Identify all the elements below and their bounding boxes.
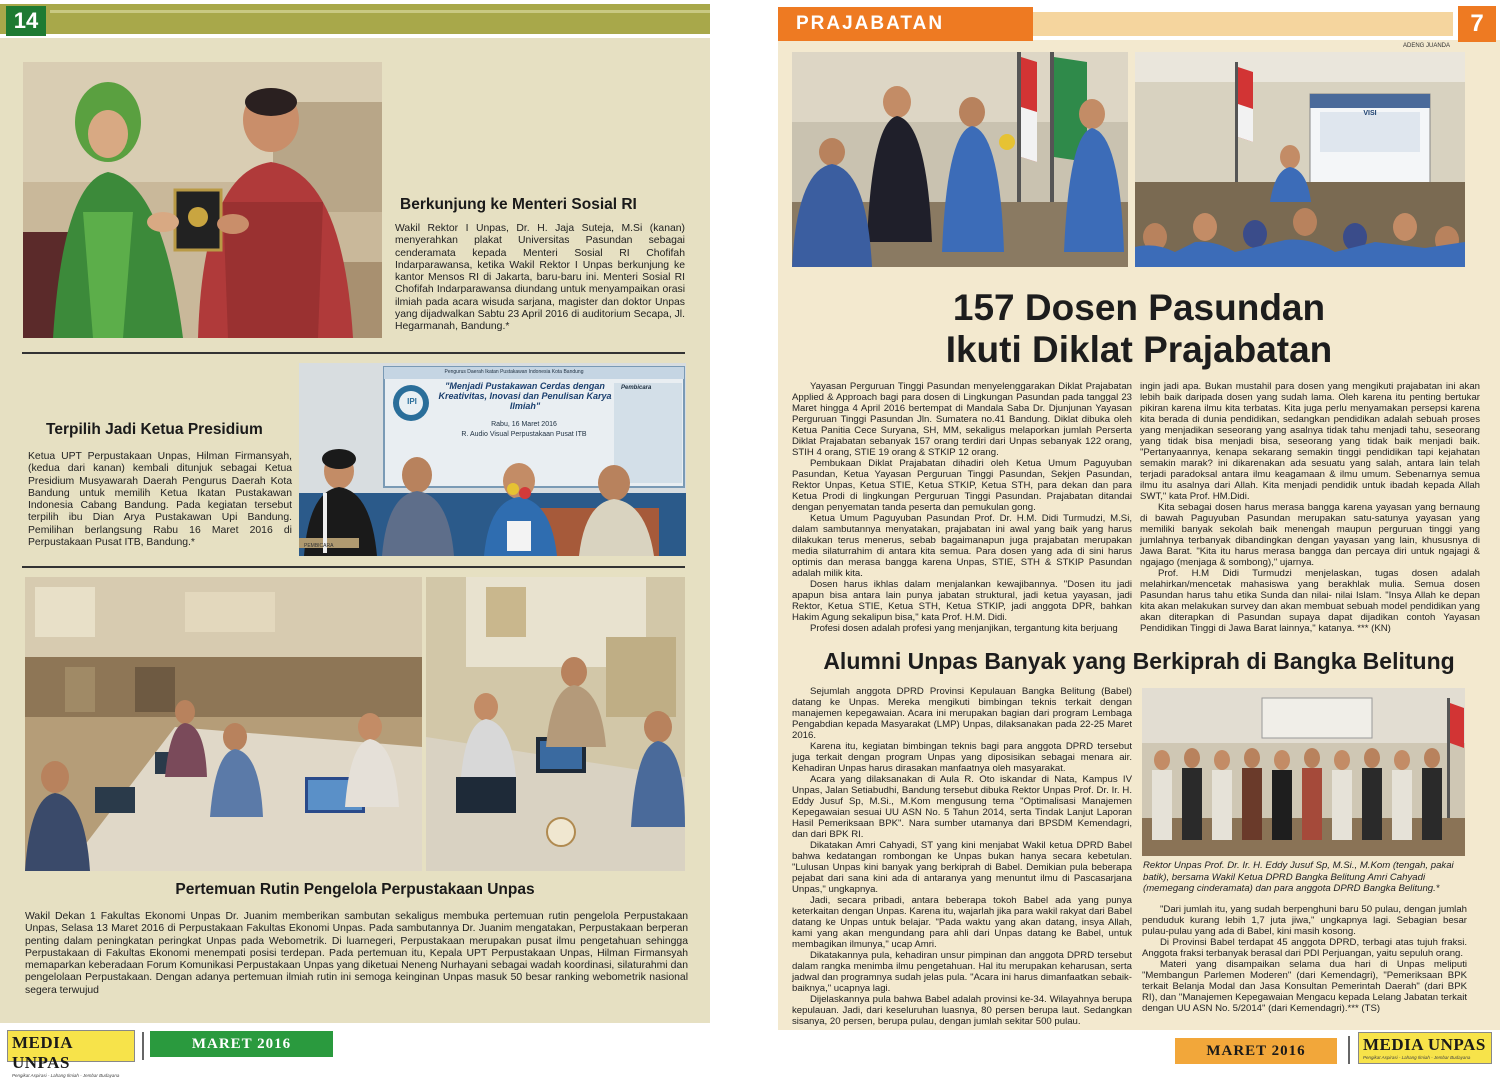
article1-col1-p2: Pembukaan Diklat Prajabatan dihadiri oleh Ketua Umum Paguyuban Pasundan, Ketua Yayasan Perguruan Tinggi Pasundan, Sekjen Pasundan, Rektor Unpas, Ketua STIE, Ketua STKIP, Ketua STH, para dekan dan para Ketua Prodi di lingkungan Perguruan Tinggi Pasundan. Prajabatan ditandai dengan penyematan tanda peserta dan pemukulan gong. [792, 458, 1132, 513]
right-footer-date: MARET 2016 [1175, 1038, 1337, 1064]
story3-body: Wakil Dekan 1 Fakultas Ekonomi Unpas Dr. Juanim memberikan sambutan sekaligus membuka pertemuan rutin pengelola Perpustakaan Unpas, Selasa 13 Maret 2016 di Perpustakaan Fakultas Ekonomi Unpas. Pada sambutannya Dr. Juanim mengatakan, Perpustakaan berperan penting dalam peningkatan peringkat Unpas pada Webometrik. Di luarnegeri, Perpustakaan merupakan pusat ilmu pengetahuan sehingga Perpustakaan di Fakultas Ekonomi menempati posisi terdepan. Pada pertemuan itu, Kepala UPT Perpustakaan Unpas, Hilman Firmansyah memaparkan keberadaan Forum Komunikasi Perpustakaan Unpas yang diketuai Neneng Nurhayani sebagai wadah koordinasi, silaturahmi dan pengelolaan Perpustakaan. Dengan adanya pertemuan ilmiah rutin ini semoga keinginan Unpas masuk 50 besar ranking webometrik nasional segera terwujud [25, 911, 688, 996]
article2-col1-p1: Sejumlah anggota DPRD Provinsi Kepulauan Bangka Belitung (Babel) datang ke Unpas. Mereka mengikuti bimbingan teknis terkait dengan manajemen kepegawaian. Acara ini merupakan bagian dari program Lembaga Pengabdian kepada Masyarakat (LMP) Unpas, dilaksanakan pada 22-25 Maret 2016. [792, 686, 1132, 741]
left-footer-logo [7, 1030, 135, 1078]
banner-side-label: Pembicara [621, 385, 652, 391]
photo-dprd-babel [1142, 688, 1465, 856]
right-logo-text: MEDIA UNPAS [1363, 1035, 1486, 1054]
article2-col1-p4: Dikatakan Amri Cahyadi, ST yang kini menjabat Wakil ketua DPRD Babel bahwa kedatangan rombongan ke Unpas bukan hanya secara kebetulan. "Lulusan Unpas kini banyak yang berkiprah di Babel. Demikian pula beberapa pejabat dari sana kini ada di antaranya yang menuntut ilmu di Pascasarjana Unpas," ungkapnya. [792, 840, 1132, 895]
left-footer-separator [142, 1032, 144, 1060]
article2-col2 [1142, 904, 1467, 1014]
section-label: PRAJABATAN [778, 7, 1033, 41]
article2-col1 [792, 686, 1132, 1027]
article1-title-line1: 157 Dosen Pasundan [952, 287, 1326, 328]
right-logo-tagline: Pengikat Aspirasi - Lahang Ilmiah - Jembar Budayana [1363, 1055, 1471, 1060]
article1-col1-p4: Dosen harus ikhlas dalam menjalankan kewajibannya. "Dosen itu jadi apapun bisa antara lain punya jabatan struktural, jadi ketua yayasan, jadi Rektor, Ketua STIE, Ketua STH, Ketua STKIP, jadi anggota DPR, bahkan Hakim Agung sekalipun bisa," kata Prof. H.M. Didi. [792, 579, 1132, 623]
article1-col2 [1140, 381, 1480, 634]
story3-title: Pertemuan Rutin Pengelola Perpustakaan Unpas [175, 881, 535, 898]
photo-prajabatan-presentation [1135, 52, 1465, 267]
article2-col1-p6: Dikatakannya pula, kehadiran unsur pimpinan dan anggota DPRD tersebut dalam rangka menimba ilmu pengetahuan. Hal itu merupakan keharusan, serta jadwal dan programnya sudah jelas pula. "Acara ini harus dimanfaatkan sebaik-baiknya," ucapnya lagi. [792, 950, 1132, 994]
article2-col2-p2: Di Provinsi Babel terdapat 45 anggota DPRD, terbagi atas tujuh fraksi. Anggota fraksi terbanyak berasal dari PDI Perjuangan, yaitu sepuluh orang. [1142, 937, 1467, 959]
left-footer-date: MARET 2016 [150, 1031, 333, 1057]
right-footer-separator [1348, 1036, 1350, 1064]
divider-2 [22, 566, 685, 568]
photo-prajabatan-ceremony [792, 52, 1128, 267]
section-bar [1033, 12, 1453, 36]
article2-col1-p3: Acara yang dilaksanakan di Aula R. Oto iskandar di Nata, Kampus IV Unpas, Jalan Setiabudhi, Bandung tersebut dibuka Rektor Unpas Prof. Dr. Ir. H. Eddy Jusuf Sp, M.Si., M.Kom mengusung tema "Optimalisasi Manajemen Kepegawaian sesuai UU ASN No. 5 Tahun 2014, serta Tindak Lanjut Laporan Hasil Pemeriksaan BPK". Nara sumber utamanya dari BPSDM Kemendagri, dan dari BPK RI. [792, 774, 1132, 840]
article1-col1-p1: Yayasan Perguruan Tinggi Pasundan menyelenggarakan Diklat Prajabatan Applied & Approach bagi para dosen di Lingkungan Pasundan pada tanggal 23 Maret hingga 4 April 2016 bertempat di Mandala Saba Dr. Djunjunan Yayasan Perguruan Tinggi Pasundan Jln. Sumatera no.41 Bandung. Diklat dibuka oleh Ketua Panitia Cece Suryana, SH, MM, sekaligus melaporkan jumlah Perserta Diklat Prajabatan sebanyak 157 orang terdiri dari Unpas sebanyak 122 orang, STIH 4 orang, STIE 19 orang & STKIP 12 orang. [792, 381, 1132, 458]
article1-title-line2: Ikuti Diklat Prajabatan [945, 329, 1333, 370]
story1-title: Berkunjung ke Menteri Sosial RI [400, 196, 637, 213]
article2-col1-p2: Karena itu, kegiatan bimbingan teknis bagi para anggota DPRD tersebut juga terkait dengan program Unpas yang diposisikan sebagai menara air. Kehadiran Unpas harus dirasakan manfaatnya oleh masyarakat. [792, 741, 1132, 774]
ipi-logo-text: IPI [407, 397, 417, 406]
banner-place: R. Audio Visual Perpustakaan Pusat ITB [461, 431, 587, 438]
slide-title: VISI [1363, 110, 1377, 117]
left-header-stripe [50, 10, 710, 13]
left-page-number: 14 [6, 6, 46, 36]
right-footer-logo [1358, 1032, 1492, 1064]
article1-col2-p3: Prof. H.M Didi Turmudzi menjelaskan, tugas dosen adalah melahirkan/mencetak mahasiswa yang berakhlak mulia. Semua dosen Pasundan harus tahu etika Sunda dan nilai- nilai Islam. "Insya Allah ke depan kita akan melakukan survey dan akan membuat sebuah model pendidikan yang akan diterapkan di Pasundan supaya dapat dijadikan contoh Yayasan Pendidikan Tinggi di Jawa Barat lainnya," katanya. *** (KN) [1140, 568, 1480, 634]
article1-col1-p5: Profesi dosen adalah profesi yang menjanjikan, tergantung kita berjuang [810, 623, 1118, 634]
banner-title: "Menjadi Pustakawan Cerdas dengan Kreativitas, Inovasi dan Penulisan Karya Ilmiah" [438, 381, 612, 411]
banner-date: Rabu, 16 Maret 2016 [491, 421, 557, 428]
article2-title: Alumni Unpas Banyak yang Berkiprah di Bangka Belitung [823, 648, 1455, 674]
article2-photo-caption: Rektor Unpas Prof. Dr. Ir. H. Eddy Jusuf Sp, M.Si., M.Kom (tengah, pakai batik), bersama Wakil Ketua DPRD Bangka Belitung Amri Cahyadi (memegang cinderamata) dan para anggota DPRD Bangka Belitung.* [1143, 860, 1454, 894]
left-logo-tagline: Pengikat Aspirasi - Lahang Ilmiah - Jembar Budayana [12, 1073, 120, 1078]
article1-col2-p2: Kita sebagai dosen harus merasa bangga karena yayasan yang bernaung di bawah Paguyuban Pasundan merupakan satu-satunya yayasan yang memiliki banyak sekolah baik menengah maupun perguruan tinggi yang jumlahnya terbanyak dibandingkan dengan yayasan yang lain, khususnya di Jawa Barat. "Kita itu harus merasa bangga dan percaya diri untuk ngajagi & ngajago (menjaga & sombong)," ujarnya. [1140, 502, 1480, 568]
left-header-bar [0, 4, 710, 34]
photo-library-meeting-1 [25, 577, 422, 871]
story2-title: Terpilih Jadi Ketua Presidium [46, 421, 263, 438]
article2-col1-p5: Jadi, secara pribadi, antara beberapa tokoh Babel ada yang punya keterkaitan dengan Unpas. Karena itu, wajarlah jika para wakil rakyat dari Babel datang ke Unpas untuk belajar. "Pada waktu yang akan datang, insya Allah, kami yang akan mengundang para ahli dari Unpas datang ke Babel, untuk membagikan ilmunya," ucap Amri. [792, 895, 1132, 950]
article2-col1-p7: Dijelaskannya pula bahwa Babel adalah provinsi ke-34. Wilayahnya berupa kepulauan. Jadi, dari keseluruhan luasnya, 80 persen berupa laut. Sedangkan sisanya, 20 persen, berupa pulau, dengan jumlah sekitar 500 pulau. [792, 994, 1132, 1027]
divider-1 [22, 352, 685, 354]
photo-menteri-sosial [23, 62, 382, 338]
left-page [0, 0, 712, 1078]
photo-credit: ADENG JUANDA [1403, 43, 1451, 49]
article1-col2-p1: ingin jadi apa. Bukan mustahil para dosen yang mengikuti prajabatan ini akan lebih baik daripada dosen yang sudah lama. Oleh karena itu penting bertukar pikiran karena ilmu kita terbatas. Kita juga perlu menyamakan persepsi karena kita berada di dunia pendidikan, sedangkan pendidikan adalah sebuah proses yang menjadikan seseorang yang asalnya tidak tahu menjadi tahu, seseorang yang tidak bisa menjadi bisa, seseorang yang tidak baik menjadi baik. "Pertanyaannya, kenapa sekarang semakin tinggi pendidikan tapi kejahatan semakin marak? ini dikarenakan ada sesuatu yang salah, antara lain telah terjadi paradoksal antara ilmu keagamaan & ilmu umum. Sebenarnya semua ilmu itu asalnya dari Allah. Kita menjadi pendidik untuk ibadah kepada Allah SWT," kata Prof. HM.Didi. [1140, 381, 1480, 502]
article1-col1-p3: Ketua Umum Paguyuban Pasundan Prof. Dr. H.M. Didi Turmudzi, M.Si, dalam sambutannya menyatakan, prajabatan ini awal yang baik yang harus dilakukan terus menerus, sebab bagaimanapun juga prajabatan merupakan media silaturrahim di antara kita semua. Para dosen yang ada di sini harus optimis dan merasa bangga karena Unpas, STIE, STH & STKIP Pasundan adalah milik kita. [792, 513, 1132, 579]
article2-col2-p1: "Dari jumlah itu, yang sudah berpenghuni baru 50 pulau, dengan jumlah penduduk kurang lebih 1,7 juta jiwa," ungkapnya lagi. Sebagian besar pulau-pulau yang ada di Babel, kini masih kosong. [1142, 904, 1467, 937]
story1-body: Wakil Rektor I Unpas, Dr. H. Jaja Suteja, M.Si (kanan) menyerahkan plakat Universitas Pasundan sebagai cenderamata kepada Menteri Sosial RI Chofifah Indarparawansa, ketika Wakil Rektor I Unpas berkunjung ke kantor Mensos RI di Jakarta, baru-baru ini. Menteri Sosial RI Chofifah Indarparawansa diundang untuk menyampaikan orasi ilmiah pada acara wisuda sarjana, magister dan doktor Unpas yang dijadwalkan Sabtu 23 April 2016 di auditorium Secapa, Jl. Hegarmanah, Bandung.* [395, 223, 685, 333]
photo-library-meeting-2 [426, 577, 685, 871]
story2-body: Ketua UPT Perpustakaan Unpas, Hilman Firmansyah, (kedua dari kanan) kembali ditunjuk sebagai Ketua Presidium Musyawarah Daerah Pengurus Daerah Kota Bandung untuk memilih Ketua Ikatan Pustakawan Indonesia Cabang Bandung. Pada kegiatan tersebut terpilih ibu Dian Arya Pustakawan Upi Bandung. Pemilihan berlangsung Rabu 16 Maret 2016 di Perpustakaan Pusat ITB, Bandung.* [28, 451, 292, 549]
right-page-number: 7 [1458, 6, 1496, 42]
article1-col1 [792, 381, 1132, 634]
article2-col2-p3: Materi yang disampaikan selama dua hari di Unpas meliputi "Membangun Parlemen Moderen" (dari Kemendagri), "Pemeriksaan BPK terkait Belanja Modal dan Jasa Konsultan Pemerintah Daerah" (dari BPK RI), dan "Manajemen Kepegawaian Mengacu kepada Lelang Jabatan terkait dengan UU ASN No. 5/2014" (dari Kemendagri).*** (TS) [1142, 959, 1467, 1014]
photo-presidium [299, 363, 686, 556]
banner-header-text: Pengurus Daerah Ikatan Pustakawan Indonesia Kota Bandung [444, 369, 584, 375]
right-page [778, 0, 1500, 1068]
left-logo-text: MEDIA UNPAS [12, 1033, 73, 1072]
table-sign: PEMBICARA [304, 543, 334, 549]
